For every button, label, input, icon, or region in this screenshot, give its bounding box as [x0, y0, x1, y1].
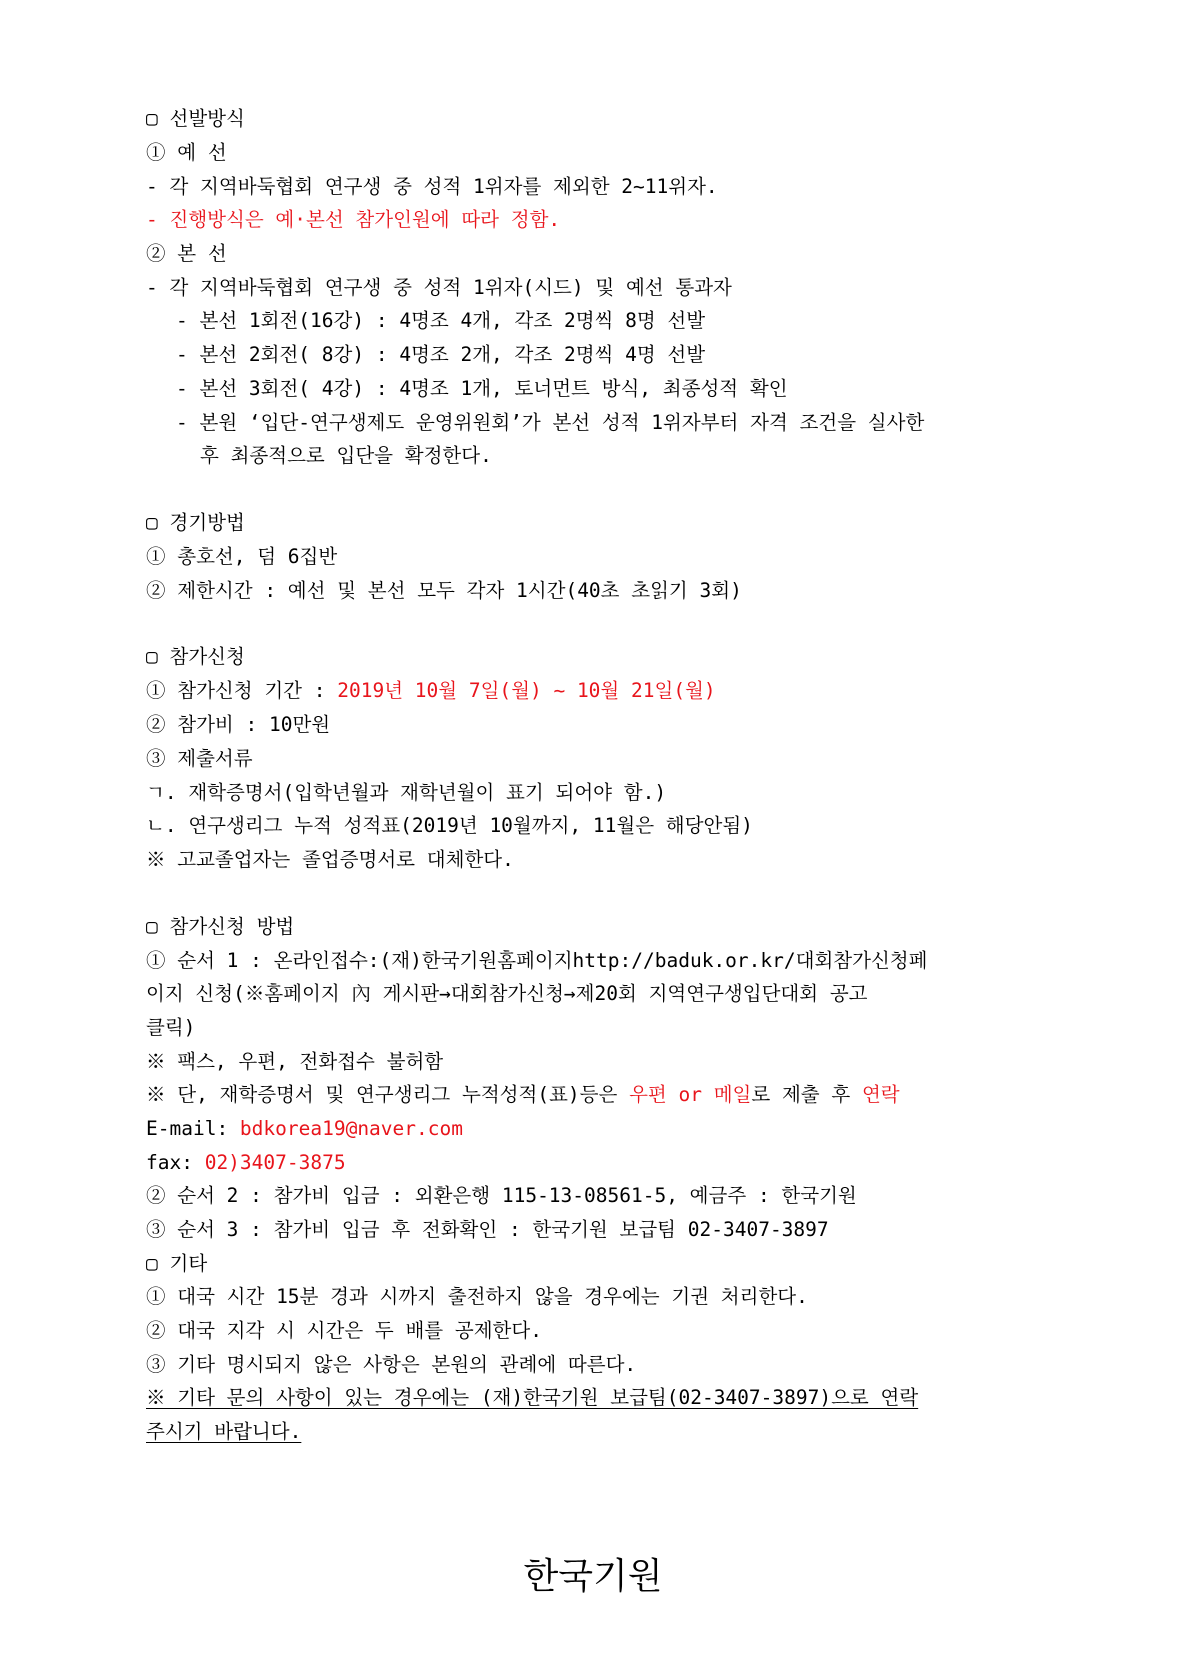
- committee-note-cont: 후 최종적으로 입단을 확정한다.: [200, 444, 492, 467]
- main-round-eligibility: - 각 지역바둑협회 연구생 중 성적 1위자(시드) 및 예선 통과자: [146, 276, 732, 299]
- submission-method: 우편 or 메일: [629, 1083, 752, 1106]
- inquiry-note: ※ 기타 문의 사항이 있는 경우에는 (재)한국기원 보급팀(02-3407-3897)으로 연락: [146, 1386, 919, 1409]
- section-application-title: ▢ 참가신청: [146, 645, 245, 668]
- signature-org: 한국기원: [523, 1556, 663, 1597]
- no-fax-note: ※ 팩스, 우편, 전화접수 불허함: [146, 1050, 444, 1073]
- main-round-2: - 본선 2회전( 8강) : 4명조 2개, 각조 2명씩 4명 선발: [176, 343, 706, 366]
- other-late-penalty: ② 대국 지각 시 시간은 두 배를 공제한다.: [146, 1319, 542, 1342]
- main-round-1: - 본선 1회전(16강) : 4명조 4개, 각조 2명씩 8명 선발: [176, 309, 706, 332]
- document-enrollment: ㄱ. 재학증명서(입학년월과 재학년월이 표기 되어야 함.): [146, 781, 667, 804]
- step1-line3: 클릭): [146, 1016, 196, 1039]
- fax-label: fax:: [146, 1151, 205, 1174]
- main-round-3: - 본선 3회전( 4강) : 4명조 1개, 토너먼트 방식, 최종성적 확인: [176, 377, 788, 400]
- documents-heading: ③ 제출서류: [146, 747, 253, 770]
- step1-line2: 이지 신청(※홈페이지 內 게시판→대회참가신청→제20회 지역연구생입단대회 공고: [146, 982, 868, 1005]
- submission-note: [146, 1082, 900, 1108]
- other-custom: ③ 기타 명시되지 않은 사항은 본원의 관례에 따른다.: [146, 1353, 637, 1376]
- email-label: E-mail:: [146, 1117, 240, 1140]
- email-line: [146, 1116, 463, 1142]
- application-period-value: 2019년 10월 7일(월) ~ 10월 21일(월): [337, 679, 716, 702]
- document-league-record: ㄴ. 연구생리그 누적 성적표(2019년 10월까지, 11월은 해당안됨): [146, 814, 753, 837]
- section-method-title: ▢ 참가신청 방법: [146, 915, 295, 938]
- step3-confirm: ③ 순서 3 : 참가비 입금 후 전화확인 : 한국기원 보급팀 02-3407-3897: [146, 1218, 829, 1241]
- section-rules-title: ▢ 경기방법: [146, 511, 245, 534]
- prelim-heading: ① 예 선: [146, 141, 227, 164]
- application-fee: ② 참가비 : 10만원: [146, 713, 331, 736]
- section-selection-title: ▢ 선발방식: [146, 107, 245, 130]
- submission-note-pre: ※ 단, 재학증명서 및 연구생리그 누적성적(표)등은: [146, 1083, 630, 1106]
- application-period: [146, 678, 716, 704]
- rules-time-limit: ② 제한시간 : 예선 및 본선 모두 각자 1시간(40초 초읽기 3회): [146, 579, 742, 602]
- main-round-heading: ② 본 선: [146, 242, 227, 265]
- rules-komi: ① 총호선, 덤 6집반: [146, 545, 338, 568]
- email-address: bdkorea19@naver.com: [239, 1117, 463, 1140]
- section-other-title: ▢ 기타: [146, 1252, 208, 1275]
- inquiry-note-cont: 주시기 바랍니다.: [146, 1420, 302, 1443]
- submission-note-mid: 로 제출 후: [751, 1083, 862, 1106]
- step1-line1: ① 순서 1 : 온라인접수:(재)한국기원홈페이지http://baduk.or.kr/대회참가신청페: [146, 949, 928, 972]
- prelim-eligibility: - 각 지역바둑협회 연구생 중 성적 1위자를 제외한 2~11위자.: [146, 175, 718, 198]
- prelim-method-note: - 진행방식은 예·본선 참가인원에 따라 정함.: [146, 208, 561, 231]
- contact-word: 연락: [861, 1083, 900, 1106]
- step2-payment: ② 순서 2 : 참가비 입금 : 외환은행 115-13-08561-5, 예금주 : 한국기원: [146, 1184, 857, 1207]
- application-period-label: ① 참가신청 기간 :: [146, 679, 338, 702]
- graduate-note: ※ 고교졸업자는 졸업증명서로 대체한다.: [146, 848, 514, 871]
- committee-note: - 본원 ‘입단-연구생제도 운영위원회’가 본선 성적 1위자부터 자격 조건을 실사한: [176, 411, 925, 434]
- other-forfeit: ① 대국 시간 15분 경과 시까지 출전하지 않을 경우에는 기권 처리한다.: [146, 1285, 808, 1308]
- fax-line: [146, 1150, 346, 1176]
- fax-number: 02)3407-3875: [204, 1151, 346, 1174]
